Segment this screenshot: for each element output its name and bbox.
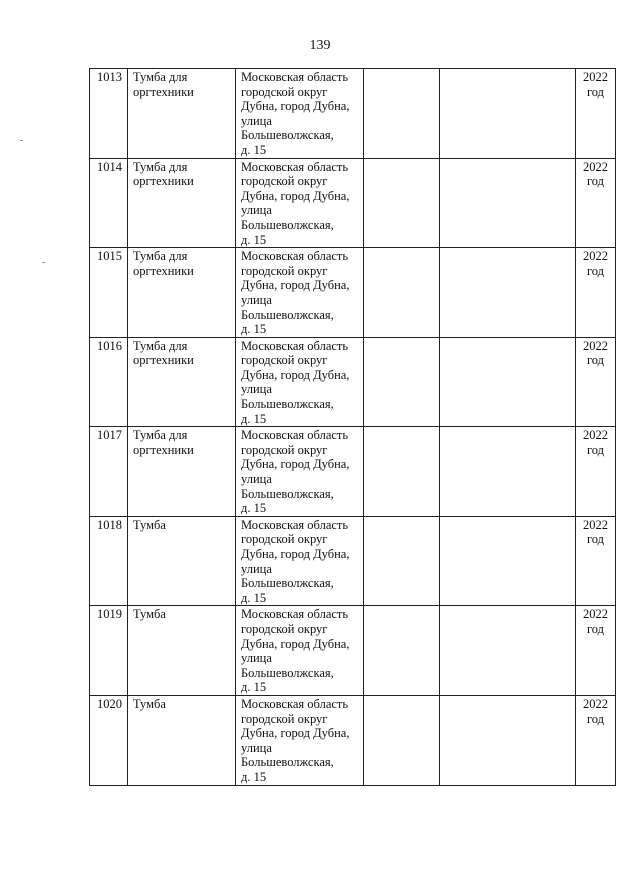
year-line: 2022: [583, 249, 608, 264]
address-line: городской округ: [241, 353, 328, 368]
address-line: Дубна, город Дубна,: [241, 457, 350, 472]
empty-column-cell: [440, 427, 576, 517]
address-line: д. 15: [241, 501, 267, 516]
address-line: улица: [241, 203, 272, 218]
item-name-cell: [128, 248, 236, 338]
item-name-line: Тумба для: [133, 338, 188, 353]
row-number: 1014: [97, 159, 122, 174]
address-line: улица: [241, 382, 272, 397]
item-name-line: оргтехники: [133, 174, 194, 189]
year-cell: [576, 337, 616, 427]
address-line: Дубна, город Дубна,: [241, 636, 350, 651]
year-line: год: [586, 621, 605, 636]
empty-column-cell: [440, 158, 576, 248]
address-line: Дубна, город Дубна,: [241, 278, 350, 293]
address-cell: [236, 606, 364, 696]
address-line: Московская область: [241, 159, 349, 174]
address-line: Московская область: [241, 70, 349, 84]
year-line: 2022: [583, 159, 608, 174]
row-number-cell: [90, 606, 128, 696]
address-line: д. 15: [241, 411, 267, 426]
row-number-cell: [90, 427, 128, 517]
empty-column-cell: [440, 337, 576, 427]
row-number: 1018: [97, 517, 122, 532]
row-number-cell: [90, 516, 128, 606]
address-cell: [236, 695, 364, 785]
address-cell: [236, 158, 364, 248]
table-row: [90, 427, 616, 517]
year-cell: [576, 606, 616, 696]
inventory-table-body: [90, 69, 616, 786]
row-number: 1017: [97, 428, 122, 443]
address-line: городской округ: [241, 621, 328, 636]
address-line: Большеволжская,: [241, 397, 334, 412]
table-row: [90, 248, 616, 338]
address-line: городской округ: [241, 84, 328, 99]
year-line: год: [586, 263, 605, 278]
table-row: [90, 337, 616, 427]
address-cell: [236, 516, 364, 606]
address-line: Московская область: [241, 607, 349, 622]
empty-column-cell: [440, 248, 576, 338]
row-number: 1015: [97, 249, 122, 264]
year-cell: [576, 69, 616, 159]
item-name-line: Тумба для: [133, 159, 188, 174]
item-name-cell: [128, 427, 236, 517]
year-line: год: [586, 174, 605, 189]
address-cell: [236, 427, 364, 517]
item-name-line: оргтехники: [133, 84, 194, 99]
row-number: 1013: [97, 70, 122, 84]
address-line: городской округ: [241, 532, 328, 547]
row-number: 1016: [97, 338, 122, 353]
address-cell: [236, 69, 364, 159]
empty-column-cell: [364, 516, 440, 606]
table-row: [90, 69, 616, 159]
item-name-cell: [128, 516, 236, 606]
row-number-cell: [90, 158, 128, 248]
address-line: Большеволжская,: [241, 217, 334, 232]
empty-column-cell: [440, 69, 576, 159]
item-name-cell: [128, 337, 236, 427]
address-line: Большеволжская,: [241, 128, 334, 143]
address-line: Большеволжская,: [241, 576, 334, 591]
item-name-cell: [128, 606, 236, 696]
address-line: Дубна, город Дубна,: [241, 547, 350, 561]
address-line: Московская область: [241, 338, 349, 353]
year-line: год: [586, 532, 605, 547]
address-line: д. 15: [241, 322, 267, 337]
table-row: [90, 695, 616, 785]
inventory-table: [89, 68, 616, 786]
year-line: 2022: [583, 517, 608, 532]
row-number-cell: [90, 248, 128, 338]
address-line: улица: [241, 740, 272, 755]
item-name-line: Тумба для: [133, 428, 188, 443]
row-number-cell: [90, 337, 128, 427]
empty-column-cell: [364, 606, 440, 696]
address-line: д. 15: [241, 680, 267, 695]
row-number: 1020: [97, 696, 122, 711]
item-name-cell: [128, 158, 236, 248]
address-line: Московская область: [241, 517, 349, 532]
empty-column-cell: [364, 427, 440, 517]
item-name-line: Тумба: [133, 517, 166, 532]
empty-column-cell: [440, 606, 576, 696]
address-line: городской округ: [241, 174, 328, 189]
year-cell: [576, 695, 616, 785]
row-number-cell: [90, 69, 128, 159]
address-line: Большеволжская,: [241, 755, 334, 770]
row-number: 1019: [97, 607, 122, 622]
year-cell: [576, 516, 616, 606]
scan-speck: [20, 140, 23, 141]
address-line: Дубна, город Дубна,: [241, 99, 350, 114]
address-line: улица: [241, 292, 272, 307]
page-number: 139: [309, 38, 331, 53]
address-line: городской округ: [241, 711, 328, 726]
address-line: Большеволжская,: [241, 307, 334, 322]
year-line: 2022: [583, 696, 608, 711]
year-cell: [576, 158, 616, 248]
year-cell: [576, 427, 616, 517]
empty-column-cell: [364, 695, 440, 785]
address-line: Большеволжская,: [241, 486, 334, 501]
address-line: Московская область: [241, 696, 349, 711]
year-line: год: [586, 84, 605, 99]
item-name-line: оргтехники: [133, 263, 194, 278]
address-line: улица: [241, 472, 272, 487]
address-line: Дубна, город Дубна,: [241, 367, 350, 382]
item-name-line: Тумба для: [133, 249, 188, 264]
address-line: улица: [241, 561, 272, 576]
item-name-line: Тумба: [133, 607, 166, 622]
year-line: год: [586, 353, 605, 368]
empty-column-cell: [364, 337, 440, 427]
table-row: [90, 516, 616, 606]
year-line: 2022: [583, 70, 608, 84]
year-line: 2022: [583, 428, 608, 443]
empty-column-cell: [364, 248, 440, 338]
address-line: Дубна, город Дубна,: [241, 726, 350, 741]
item-name-line: Тумба для: [133, 70, 188, 84]
empty-column-cell: [364, 158, 440, 248]
address-line: Большеволжская,: [241, 665, 334, 680]
item-name-line: оргтехники: [133, 442, 194, 457]
address-line: городской округ: [241, 442, 328, 457]
table-row: [90, 606, 616, 696]
address-line: Московская область: [241, 249, 349, 264]
address-line: Московская область: [241, 428, 349, 443]
address-line: д. 15: [241, 769, 267, 784]
empty-column-cell: [440, 695, 576, 785]
address-line: городской округ: [241, 263, 328, 278]
empty-column-cell: [440, 516, 576, 606]
row-number-cell: [90, 695, 128, 785]
address-line: д. 15: [241, 142, 267, 157]
year-line: год: [586, 711, 605, 726]
table-row: [90, 158, 616, 248]
address-line: Дубна, город Дубна,: [241, 188, 350, 203]
address-cell: [236, 337, 364, 427]
item-name-cell: [128, 695, 236, 785]
scan-speck: [42, 262, 45, 263]
address-line: д. 15: [241, 590, 267, 605]
address-line: улица: [241, 651, 272, 666]
item-name-line: Тумба: [133, 696, 166, 711]
year-cell: [576, 248, 616, 338]
empty-column-cell: [364, 69, 440, 159]
year-line: 2022: [583, 607, 608, 622]
address-line: улица: [241, 113, 272, 128]
item-name-cell: [128, 69, 236, 159]
address-line: д. 15: [241, 232, 267, 247]
year-line: 2022: [583, 338, 608, 353]
item-name-line: оргтехники: [133, 353, 194, 368]
address-cell: [236, 248, 364, 338]
year-line: год: [586, 442, 605, 457]
